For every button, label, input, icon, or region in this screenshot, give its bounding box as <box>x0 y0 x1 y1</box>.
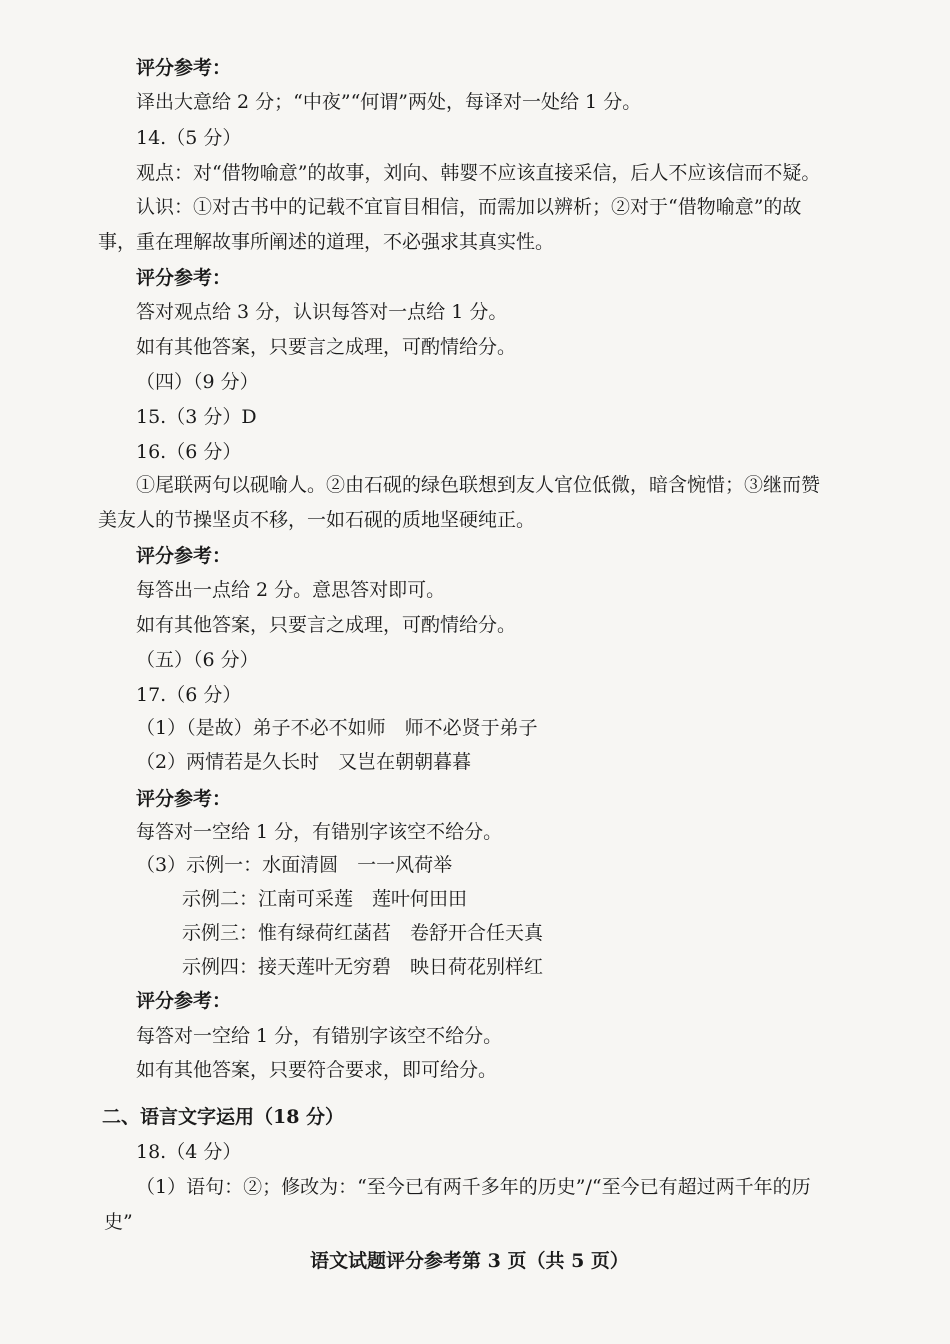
answer-text: 史” <box>104 1211 133 1233</box>
scoring-rule: 每答对一空给 1 分，有错别字该空不给分。 <box>136 1025 503 1047</box>
question-number: 15.（3 分）D <box>136 406 257 428</box>
question-number: 16.（6 分） <box>136 441 242 463</box>
section-heading: （五）（6 分） <box>136 649 259 671</box>
section-heading: （四）（9 分） <box>136 371 259 393</box>
scoring-rule: 如有其他答案，只要符合要求，即可给分。 <box>136 1059 498 1081</box>
scoring-rule: 如有其他答案，只要言之成理，可酌情给分。 <box>136 336 517 358</box>
page-footer: 语文试题评分参考第 3 页（共 5 页） <box>310 1250 629 1272</box>
scoring-rule: 每答对一空给 1 分，有错别字该空不给分。 <box>136 821 503 843</box>
answer-text: （1）语句：②；修改为：“至今已有两千多年的历史”/“至今已有超过两千年的历 <box>136 1176 811 1198</box>
answer-text: 示例四：接天莲叶无穷碧 映日荷花别样红 <box>182 956 544 978</box>
question-number: 14.（5 分） <box>136 127 242 149</box>
question-number: 18.（4 分） <box>136 1141 242 1163</box>
scoring-rule: 译出大意给 2 分；“中夜”“何谓”两处，每译对一处给 1 分。 <box>136 91 642 113</box>
scoring-rule: 答对观点给 3 分，认识每答对一点给 1 分。 <box>136 301 508 323</box>
question-number: 17.（6 分） <box>136 684 242 706</box>
scoring-reference-heading: 评分参考： <box>136 990 232 1012</box>
answer-text: ①尾联两句以砚喻人。②由石砚的绿色联想到友人官位低微，暗含惋惜；③继而赞 <box>136 474 821 496</box>
scoring-reference-heading: 评分参考： <box>136 57 232 79</box>
answer-text: 事，重在理解故事所阐述的道理，不必强求其真实性。 <box>98 231 555 253</box>
scoring-reference-heading: 评分参考： <box>136 788 232 810</box>
scoring-rule: 如有其他答案，只要言之成理，可酌情给分。 <box>136 614 517 636</box>
answer-text: （2）两情若是久长时 又岂在朝朝暮暮 <box>136 751 472 773</box>
answer-text: 美友人的节操坚贞不移，一如石砚的质地坚硬纯正。 <box>98 509 536 531</box>
answer-text: （1）（是故）弟子不必不如师 师不必贤于弟子 <box>136 717 538 739</box>
answer-text: （3）示例一：水面清圆 一一风荷举 <box>136 854 453 876</box>
scoring-rule: 每答出一点给 2 分。意思答对即可。 <box>136 579 446 601</box>
answer-text: 示例三：惟有绿荷红菡萏 卷舒开合任天真 <box>182 922 544 944</box>
answer-text: 认识：①对古书中的记载不宜盲目相信，而需加以辨析；②对于“借物喻意”的故 <box>136 196 802 218</box>
answer-text: 示例二：江南可采莲 莲叶何田田 <box>182 888 468 910</box>
scoring-reference-heading: 评分参考： <box>136 545 232 567</box>
scoring-reference-heading: 评分参考： <box>136 267 232 289</box>
answer-text: 观点：对“借物喻意”的故事，刘向、韩婴不应该直接采信，后人不应该信而不疑。 <box>136 162 821 184</box>
section-heading: 二、语言文字运用（18 分） <box>102 1106 345 1128</box>
